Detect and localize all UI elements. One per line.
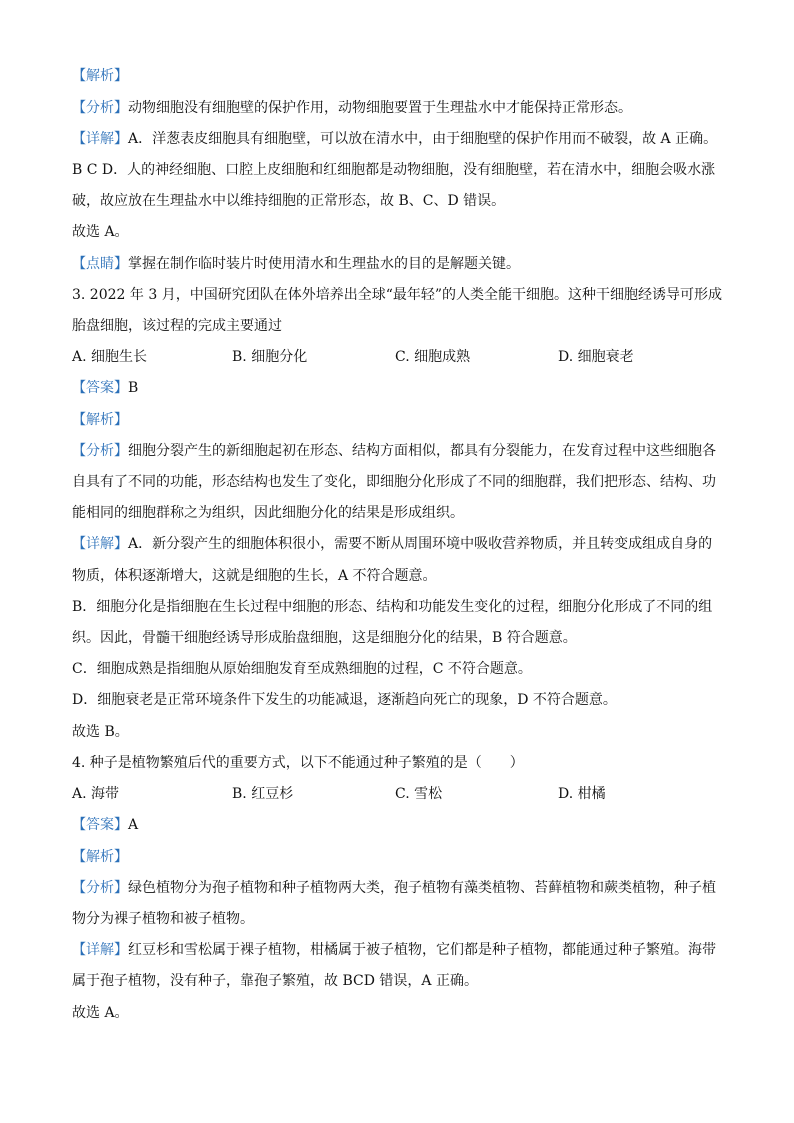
q2-dianjing (72, 254, 732, 274)
q2-xiangjie-line-3: 破，故应放在生理盐水中以维持细胞的正常形态，故 B、C、D 错误。 (72, 193, 506, 209)
q2-fenxi-text: 动物细胞没有细胞壁的保护作用，动物细胞要置于生理盐水中才能保持正常形态。 (128, 100, 632, 116)
q3-option-b: B. 细胞分化 (232, 349, 308, 365)
q4-option-a: A. 海带 (72, 786, 120, 802)
q4-analysis-heading (72, 847, 732, 867)
q2-dianjing-text: 掌握在制作临时装片时使用清水和生理盐水的目的是解题关键。 (128, 256, 520, 272)
analysis-tag: 【解析】 (72, 412, 128, 428)
q4-answer (72, 815, 732, 835)
q3-stem-line-1: 3. 2022 年 3 月，中国研究团队在体外培养出全球“最年轻”的人类全能干细胞。这种干细胞经诱导可形成 (72, 287, 723, 303)
q3-fenxi-line-2: 自具有了不同的功能，形态结构也发生了变化，即细胞分化形成了不同的细胞群，我们把形态、结构、功 (72, 474, 716, 490)
q2-xiangjie-line-2: B C D．人的神经细胞、口腔上皮细胞和红细胞都是动物细胞，没有细胞壁，若在清水中，细胞会吸水涨 (72, 162, 716, 178)
q3-xiangjie-line-5: C．细胞成熟是指细胞从原始细胞发育至成熟细胞的过程，C 不符合题意。 (72, 661, 532, 677)
q3-xiangjie (72, 534, 732, 554)
q2-xiangjie (72, 129, 732, 149)
fenxi-tag: 【分析】 (72, 100, 128, 116)
xiangjie-tag: 【详解】 (72, 131, 128, 147)
q3-xiangjie-line-4: 织。因此，骨髓干细胞经诱导形成胎盘细胞，这是细胞分化的结果，B 符合题意。 (72, 630, 577, 646)
q2-conclusion: 故选 A。 (72, 224, 129, 240)
q3-stem-line-2: 胎盘细胞，该过程的完成主要通过 (72, 318, 282, 334)
analysis-tag: 【解析】 (72, 68, 128, 84)
q4-conclusion: 故选 A。 (72, 1005, 129, 1021)
q3-conclusion: 故选 B。 (72, 724, 129, 740)
q4-answer-value: A (128, 817, 139, 833)
q3-option-c: C. 细胞成熟 (395, 349, 471, 365)
q4-option-c: C. 雪松 (395, 786, 443, 802)
q2-fenxi (72, 98, 732, 118)
q4-options (72, 784, 732, 804)
q4-fenxi-text-1: 绿色植物分为孢子植物和种子植物两大类，孢子植物有藻类植物、苔藓植物和蕨类植物，种子植 (128, 880, 716, 896)
q3-xiangjie-line-2: 物质，体积逐渐增大，这就是细胞的生长，A 不符合题意。 (72, 568, 437, 584)
fenxi-tag: 【分析】 (72, 880, 128, 896)
q4-option-b: B. 红豆杉 (232, 786, 294, 802)
q3-fenxi-text-1: 细胞分裂产生的新细胞起初在形态、结构方面相似，都具有分裂能力，在发育过程中这些细胞各 (128, 443, 716, 459)
dianjing-tag: 【点睛】 (72, 256, 128, 272)
q4-option-d: D. 柑橘 (558, 786, 606, 802)
q3-option-d: D. 细胞衰老 (558, 349, 634, 365)
q4-xiangjie (72, 940, 732, 960)
q3-option-a: A. 细胞生长 (72, 349, 148, 365)
q4-stem: 4. 种子是植物繁殖后代的重要方式，以下不能通过种子繁殖的是（ ） (72, 755, 524, 771)
q4-xiangjie-line-2: 属于孢子植物，没有种子，靠孢子繁殖，故 BCD 错误，A 正确。 (72, 973, 478, 989)
q3-options (72, 347, 732, 367)
fenxi-tag: 【分析】 (72, 443, 128, 459)
q3-answer-value: B (128, 380, 139, 396)
q3-xiangjie-line-6: D．细胞衰老是正常环境条件下发生的功能减退，逐渐趋向死亡的现象，D 不符合题意。 (72, 692, 617, 708)
q3-xiangjie-text-1: A．新分裂产生的细胞体积很小，需要不断从周围环境中吸收营养物质，并且转变成组成自身的 (128, 536, 713, 552)
q3-fenxi (72, 441, 732, 461)
q3-fenxi-line-3: 能相同的细胞群称之为组织，因此细胞分化的结果是形成组织。 (72, 505, 464, 521)
analysis-tag: 【解析】 (72, 849, 128, 865)
xiangjie-tag: 【详解】 (72, 942, 128, 958)
q3-xiangjie-line-3: B．细胞分化是指细胞在生长过程中细胞的形态、结构和功能发生变化的过程，细胞分化形成了不同的组 (72, 599, 713, 615)
q4-xiangjie-text-1: 红豆杉和雪松属于裸子植物，柑橘属于被子植物，它们都是种子植物，都能通过种子繁殖。海带 (128, 942, 716, 958)
answer-tag: 【答案】 (72, 380, 128, 396)
xiangjie-tag: 【详解】 (72, 536, 128, 552)
q3-answer (72, 378, 732, 398)
q4-fenxi-line-2: 物分为裸子植物和被子植物。 (72, 911, 254, 927)
q2-analysis-heading (72, 66, 732, 86)
q4-fenxi (72, 878, 732, 898)
q2-xiangjie-text-1: A．洋葱表皮细胞具有细胞壁，可以放在清水中，由于细胞壁的保护作用而不破裂，故 A 正确。 (128, 131, 718, 147)
q3-analysis-heading (72, 410, 732, 430)
answer-tag: 【答案】 (72, 817, 128, 833)
